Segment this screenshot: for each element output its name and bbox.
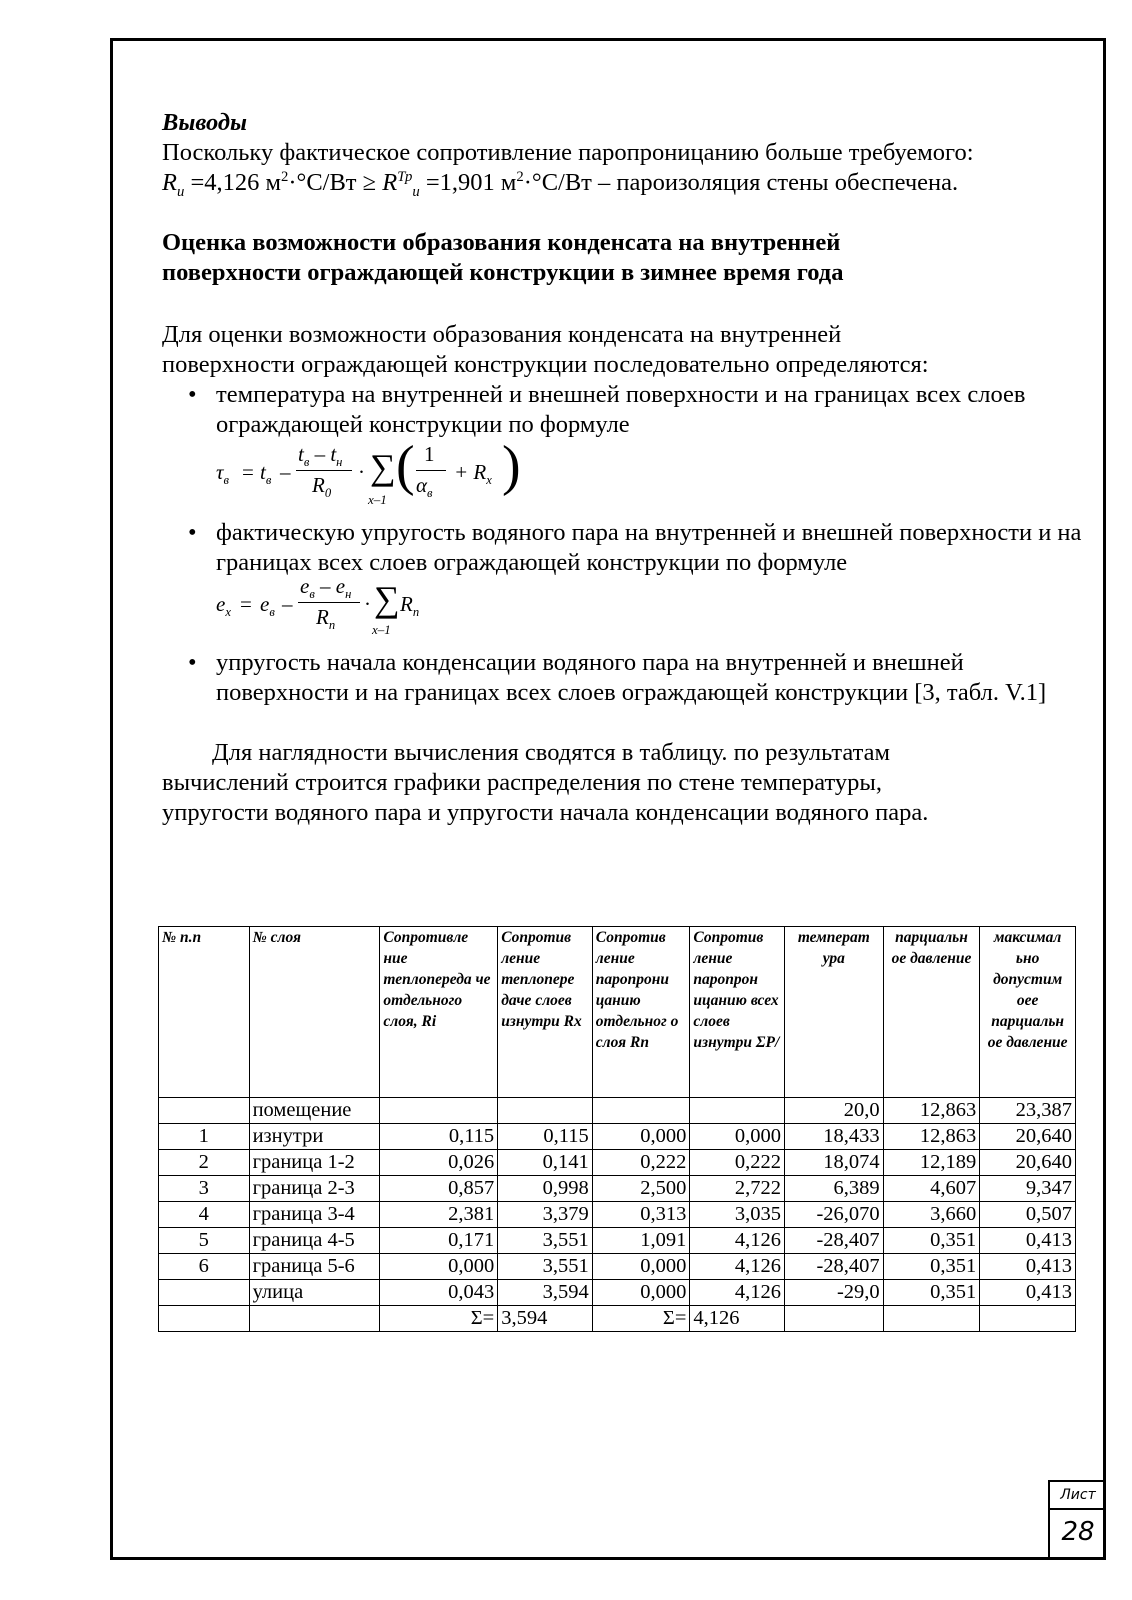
table-cell: 3,551 — [498, 1254, 593, 1280]
table-cell: граница 2-3 — [249, 1176, 380, 1202]
table-cell: 0,000 — [592, 1254, 690, 1280]
bullet-item-vapor — [162, 518, 1082, 578]
rtr-sup: Тр — [397, 168, 413, 185]
sigma-symbol: ∑ — [374, 579, 400, 619]
table-cell — [980, 1306, 1076, 1332]
table-totals-row — [159, 1306, 1076, 1332]
table-cell: 0,222 — [592, 1150, 690, 1176]
table-cell — [159, 1098, 250, 1124]
minus-sign: – — [280, 460, 291, 484]
sheet-label: Лист — [1050, 1482, 1106, 1510]
dot-operator: · — [364, 592, 371, 616]
table-cell: 3,660 — [883, 1202, 980, 1228]
table-cell: 4,607 — [883, 1176, 980, 1202]
table-cell: 18,074 — [785, 1150, 884, 1176]
table-cell: 0,171 — [380, 1228, 498, 1254]
ev-symbol: $e_в$ — [260, 592, 275, 620]
sum-rx-value: 3,594 — [498, 1306, 593, 1332]
formula-temperature — [216, 435, 1082, 514]
table-cell: изнутри — [249, 1124, 380, 1150]
table-cell: 0,000 — [592, 1124, 690, 1150]
table-cell: 0,351 — [883, 1254, 980, 1280]
condensate-heading-1: Оценка возможности образования конденсата на внутренней — [162, 229, 841, 256]
alpha-symbol: $\alpha_в$ — [416, 473, 433, 501]
table-cell: 0,222 — [690, 1150, 785, 1176]
table-cell: граница 3-4 — [249, 1202, 380, 1228]
unit-square-2: 2 — [516, 168, 524, 185]
fraction-numerator: $e_в - e_н$ — [300, 574, 352, 602]
table-row — [159, 1150, 1076, 1176]
bullet-list-2 — [162, 518, 1082, 578]
table-cell: 3,035 — [690, 1202, 785, 1228]
header-cell-ri: Сопротивле ние теплопереда че отдельного слоя, Ri — [380, 927, 498, 1098]
unit-square: 2 — [281, 168, 289, 185]
bullet-dot: • — [188, 649, 197, 676]
table-cell: 0,857 — [380, 1176, 498, 1202]
table-cell: 12,863 — [883, 1098, 980, 1124]
table-cell: 0,000 — [380, 1254, 498, 1280]
table-row — [159, 1202, 1076, 1228]
table-cell: -28,407 — [785, 1228, 884, 1254]
bullet-text: упругость начала конденсации водяного пара на внутренней и внешней поверхности и на границах всех слоев ограждающей конструкции [3, табл. V.1] — [216, 649, 1047, 706]
sigma-symbol: ∑ — [370, 447, 396, 487]
fraction-line-2 — [416, 470, 446, 471]
ru-symbol: R — [162, 169, 177, 196]
table-cell: 0,000 — [592, 1280, 690, 1306]
bullet-list — [162, 380, 1082, 440]
table-cell: 2,722 — [690, 1176, 785, 1202]
t-symbol: $t_в$ — [260, 460, 272, 488]
rtr-unit: ·°С/Вт – пароизоляция стены обеспечена. — [523, 169, 959, 196]
table-cell: 0,026 — [380, 1150, 498, 1176]
table-row — [159, 1176, 1076, 1202]
table-row — [159, 1254, 1076, 1280]
fraction-denominator: $R_п$ — [316, 605, 336, 633]
sigma-sub: x–1 — [372, 622, 391, 637]
rtr-value: =1,901 м — [425, 169, 517, 196]
table-cell: 3 — [159, 1176, 250, 1202]
dot-operator: · — [358, 460, 365, 484]
table-cell: 0,115 — [498, 1124, 593, 1150]
table-cell — [883, 1306, 980, 1332]
table-cell: 9,347 — [980, 1176, 1076, 1202]
table-header-row — [159, 927, 1076, 1098]
ex-symbol: $e_x$ — [216, 592, 231, 620]
table-row — [159, 1280, 1076, 1306]
fraction-denominator: $R_0$ — [312, 473, 332, 501]
sheet-number: 28 — [1061, 1517, 1095, 1547]
table-cell: 0,413 — [980, 1228, 1076, 1254]
summary-line-2: вычислений строится графики распределения по стене температуры, — [162, 769, 883, 796]
table-cell: 5 — [159, 1228, 250, 1254]
table-cell: 0,351 — [883, 1280, 980, 1306]
conclusions-heading: Выводы — [162, 109, 248, 136]
rtr-sub: и — [412, 183, 420, 200]
calculation-table — [158, 926, 1076, 1332]
table-cell: 0,413 — [980, 1254, 1076, 1280]
table-cell: 18,433 — [785, 1124, 884, 1150]
table-cell: 20,640 — [980, 1150, 1076, 1176]
table-cell: 6,389 — [785, 1176, 884, 1202]
ru-unit: ·°С/Вт ≥ — [288, 169, 383, 196]
summary-line-1: Для наглядности вычисления сводятся в таблицу. по результатам — [212, 739, 891, 766]
fraction-line — [296, 470, 352, 471]
bullet-dot: • — [188, 519, 197, 546]
ru-sub: и — [176, 183, 185, 200]
table-cell: 0,043 — [380, 1280, 498, 1306]
table-cell: 4,126 — [690, 1228, 785, 1254]
table-cell: граница 4-5 — [249, 1228, 380, 1254]
table-cell: 12,189 — [883, 1150, 980, 1176]
table-cell: 6 — [159, 1254, 250, 1280]
sum-rn-label: Σ= — [592, 1306, 690, 1332]
table-cell: 0,000 — [690, 1124, 785, 1150]
sigma-sub: x–1 — [368, 492, 387, 507]
table-cell: 1,091 — [592, 1228, 690, 1254]
table-cell: 2,500 — [592, 1176, 690, 1202]
sum-ri-label: Σ= — [380, 1306, 498, 1332]
page-content — [162, 108, 1082, 828]
table-cell: 2 — [159, 1150, 250, 1176]
tau-symbol: $\tau_в$ — [216, 460, 229, 488]
table-cell: 0,351 — [883, 1228, 980, 1254]
table-cell: 4,126 — [690, 1254, 785, 1280]
header-cell-layer: № слоя — [249, 927, 380, 1098]
header-cell-number: № п.п — [159, 927, 250, 1098]
table-cell: улица — [249, 1280, 380, 1306]
table-cell: 23,387 — [980, 1098, 1076, 1124]
header-cell-partial-pressure: парциальн ое давление — [883, 927, 980, 1098]
header-cell-rn: Сопротив ление паропрони цанию отдельног о слоя Rn — [592, 927, 690, 1098]
table-cell: -26,070 — [785, 1202, 884, 1228]
table-row — [159, 1228, 1076, 1254]
table-cell: 20,640 — [980, 1124, 1076, 1150]
table-cell — [785, 1306, 884, 1332]
bullet-text: температура на внутренней и внешней поверхности и на границах всех слоев ограждающей конструкции по формуле — [216, 381, 1026, 438]
condensate-heading-2: поверхности ограждающей конструкции в зимнее время года — [162, 259, 844, 286]
summary-line-3: упругости водяного пара и упругости начала конденсации водяного пара. — [162, 799, 929, 826]
bullet-list-3 — [162, 648, 1082, 708]
bullet-item-condensation — [162, 648, 1082, 708]
table-cell: 4 — [159, 1202, 250, 1228]
table-cell: -29,0 — [785, 1280, 884, 1306]
bullet-item-temperature — [162, 380, 1082, 440]
intro-line-1: Для оценки возможности образования конденсата на внутренней — [162, 321, 842, 348]
header-cell-max-pressure: максимал ьно допустим оее парциальн ое давление — [980, 927, 1076, 1098]
table-cell: 0,998 — [498, 1176, 593, 1202]
table-cell: 3,551 — [498, 1228, 593, 1254]
table-cell: 0,141 — [498, 1150, 593, 1176]
header-cell-temperature: температ ура — [785, 927, 884, 1098]
paren-open: ( — [396, 435, 415, 497]
table-cell — [159, 1306, 250, 1332]
paren-close: ) — [502, 435, 521, 497]
table-cell: граница 5-6 — [249, 1254, 380, 1280]
fraction-line — [298, 602, 360, 603]
table-row — [159, 1124, 1076, 1150]
table-cell: граница 1-2 — [249, 1150, 380, 1176]
formula-vapor — [216, 574, 1082, 640]
table-cell: -28,407 — [785, 1254, 884, 1280]
table-cell: 0,413 — [980, 1280, 1076, 1306]
plus-rx: + $R_x$ — [454, 460, 492, 488]
eq-sign: = — [242, 460, 254, 484]
table-cell: 1 — [159, 1124, 250, 1150]
header-cell-rx: Сопротив ление теплопере даче слоев изнутри Rx — [498, 927, 593, 1098]
table-cell — [498, 1098, 593, 1124]
eq-sign: = — [240, 592, 252, 616]
table-row — [159, 1098, 1076, 1124]
numerator-one: 1 — [424, 442, 435, 466]
rtr-symbol: R — [382, 169, 398, 196]
conclusions-line-1: Поскольку фактическое сопротивление паропроницанию больше требуемого: — [162, 139, 974, 166]
sheet-stamp — [1048, 1480, 1106, 1560]
sum-p-value: 4,126 — [690, 1306, 785, 1332]
table-cell: 0,313 — [592, 1202, 690, 1228]
table-cell — [159, 1280, 250, 1306]
ru-value: =4,126 м — [190, 169, 282, 196]
bullet-text: фактическую упругость водяного пара на внутренней и внешней поверхности и на границах всех слоев ограждающей конструкции по формуле — [216, 519, 1082, 576]
conclusions-line-2 — [162, 168, 1082, 198]
minus-sign: – — [282, 592, 293, 616]
header-cell-sum-p: Сопротив ление паропрон ицанию всех слоев изнутри ΣP/ — [690, 927, 785, 1098]
table-cell — [249, 1306, 380, 1332]
table-cell: 0,115 — [380, 1124, 498, 1150]
fraction-numerator: $t_в - t_н$ — [298, 442, 343, 470]
table-cell — [690, 1098, 785, 1124]
table-cell: помещение — [249, 1098, 380, 1124]
table-cell: 3,594 — [498, 1280, 593, 1306]
bullet-dot: • — [188, 381, 197, 408]
intro-line-2: поверхности ограждающей конструкции последовательно определяются: — [162, 351, 929, 378]
table-cell: 0,507 — [980, 1202, 1076, 1228]
rn-symbol: $R_п$ — [400, 592, 420, 620]
table-cell: 3,379 — [498, 1202, 593, 1228]
table-cell — [592, 1098, 690, 1124]
table-cell: 20,0 — [785, 1098, 884, 1124]
table-cell: 4,126 — [690, 1280, 785, 1306]
table-cell: 2,381 — [380, 1202, 498, 1228]
table-cell: 12,863 — [883, 1124, 980, 1150]
table-cell — [380, 1098, 498, 1124]
